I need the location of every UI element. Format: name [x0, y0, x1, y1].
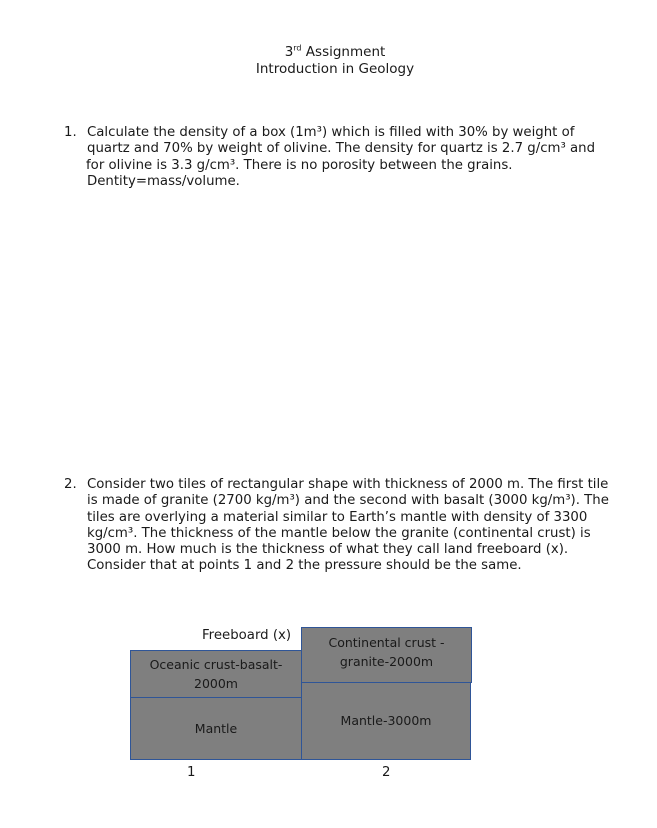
- question-line: Dentity=mass/volume.: [87, 173, 240, 189]
- mantle-right-label: Mantle-3000m: [340, 712, 432, 728]
- mantle-left-label: Mantle: [194, 721, 238, 736]
- question-text: [87, 477, 634, 575]
- oceanic-crust-line: Oceanic crust-basalt-: [149, 657, 283, 672]
- question-line: kg/cm³. The thickness of the mantle below the granite (continental crust) is: [87, 525, 591, 541]
- question-line: is made of granite (2700 kg/m³) and the second with basalt (3000 kg/m³). The: [87, 493, 609, 509]
- question-line: Calculate the density of a box (1m³) which is filled with 30% by weight of: [87, 125, 575, 140]
- question-2: [64, 477, 634, 575]
- continental-crust-box: [301, 627, 472, 683]
- title-prefix: 3: [284, 44, 294, 60]
- title-superscript: rd: [293, 43, 302, 53]
- question-number: 1.: [64, 125, 77, 140]
- mantle-right-box: [301, 682, 471, 760]
- question-1: [64, 125, 634, 190]
- point-2-label: 2: [382, 765, 391, 780]
- question-line: for olivine is 3.3 g/cm³. There is no porosity between the grains.: [86, 157, 513, 173]
- oceanic-crust-box: [130, 650, 302, 698]
- question-number: 2.: [64, 477, 77, 492]
- mantle-left-box: [130, 697, 302, 760]
- oceanic-crust-label: [150, 655, 283, 693]
- question-line: 3000 m. How much is the thickness of what they call land freeboard (x).: [87, 542, 569, 558]
- continental-crust-line: Continental crust -: [328, 635, 445, 650]
- continental-crust-label: [328, 633, 444, 671]
- question-line: Consider that at points 1 and 2 the pressure should be the same.: [87, 558, 522, 574]
- page-title: [0, 44, 657, 61]
- page-subtitle: Introduction in Geology: [255, 61, 415, 77]
- question-line: tiles are overlying a material similar to Earth’s mantle with density of 3300: [87, 509, 588, 525]
- question-text: [87, 125, 634, 190]
- continental-crust-line: granite-2000m: [339, 654, 434, 669]
- title-suffix: Assignment: [301, 44, 386, 60]
- point-1-label: 1: [187, 765, 196, 780]
- oceanic-crust-line: 2000m: [194, 676, 238, 691]
- question-line: quartz and 70% by weight of olivine. The density for quartz is 2.7 g/cm³ and: [87, 141, 596, 157]
- question-line: Consider two tiles of rectangular shape with thickness of 2000 m. The first tile: [87, 477, 609, 492]
- freeboard-label: Freeboard (x): [202, 628, 292, 643]
